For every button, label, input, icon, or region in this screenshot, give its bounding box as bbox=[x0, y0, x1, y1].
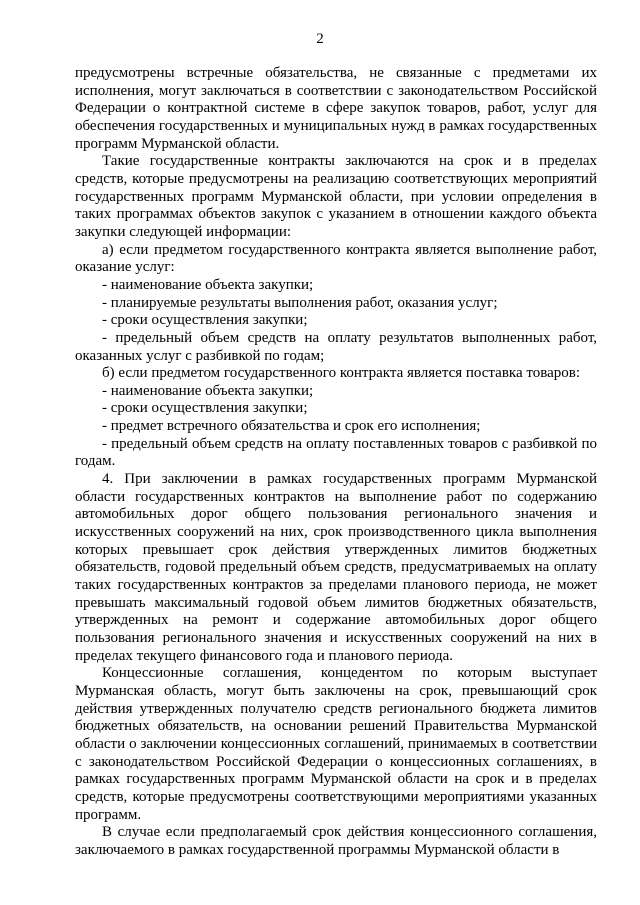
list-item: - наименование объекта закупки; bbox=[102, 382, 314, 399]
list-item: - наименование объекта закупки; bbox=[102, 276, 314, 293]
list-item: - предмет встречного обязательства и срок его исполнения; bbox=[102, 418, 481, 435]
paragraph: б) если предметом государственного контракта является поставка товаров: bbox=[102, 365, 581, 382]
list-item: - сроки осуществления закупки; bbox=[102, 312, 308, 329]
paragraph: Такие государственные контракты заключаются на срок и в пределах средств, которые предусмотрены на реализацию соответствующих мероприятий государственных программ Мурманской области, при условии определения в таких программах объектов закупок с указанием в отношении каждого объекта закупки следующей информации: bbox=[75, 153, 597, 240]
document-body bbox=[75, 65, 597, 860]
paragraph: предусмотрены встречные обязательства, не связанные с предметами их исполнения, могут заключаться в соответствии с законодательством Российской Федерации о контрактной системе в сфере закупок товаров, работ, услуг для обеспечения государственных и муниципальных нужд в рамках государственных программ Мурманской области. bbox=[75, 65, 597, 152]
paragraph: В случае если предполагаемый срок действия концессионного соглашения, заключаемого в рамках государственной программы Мурманской области в bbox=[75, 824, 597, 858]
paragraph: а) если предметом государственного контракта является выполнение работ, оказание услуг: bbox=[75, 241, 597, 276]
page-number: 2 bbox=[316, 31, 324, 47]
list-item: - планируемые результаты выполнения работ, оказания услуг; bbox=[102, 294, 498, 311]
paragraph: 4. При заключении в рамках государственных программ Мурманской области государственных контрактов на выполнение работ по содержанию автомобильных дорог общего пользования регионального значения и искусственных сооружений на них, срок производственного цикла выполнения которых превышает срок действия утвержденных лимитов бюджетных обязательств, годовой предельный объем средств, предусматриваемых на оплату таких государственных контрактов за пределами планового периода, не может превышать максимальный годовой объем лимитов бюджетных обязательств, утвержденных на ремонт и содержание автомобильных дорог общего пользования регионального значения и искусственных сооружений на них в пределах текущего финансового года и планового периода. bbox=[75, 471, 597, 664]
list-item: - предельный объем средств на оплату поставленных товаров с разбивкой по годам. bbox=[75, 435, 597, 470]
list-item: - предельный объем средств на оплату результатов выполненных работ, оказанных услуг с разбивкой по годам; bbox=[75, 329, 597, 364]
paragraph: Концессионные соглашения, концедентом по которым выступает Мурманская область, могут быть заключены на срок, превышающий срок действия утвержденных получателю средств регионального бюджета лимитов бюджетных обязательств, на основании решений Правительства Мурманской области о заключении концессионных соглашений, принимаемых в соответствии с законодательством Российской Федерации о концессионных соглашениях, в рамках государственных программ Мурманской области на срок и в пределах средств, которые предусмотрены соответствующими мероприятиями указанных программ. bbox=[75, 665, 597, 823]
list-item: - сроки осуществления закупки; bbox=[102, 400, 308, 417]
